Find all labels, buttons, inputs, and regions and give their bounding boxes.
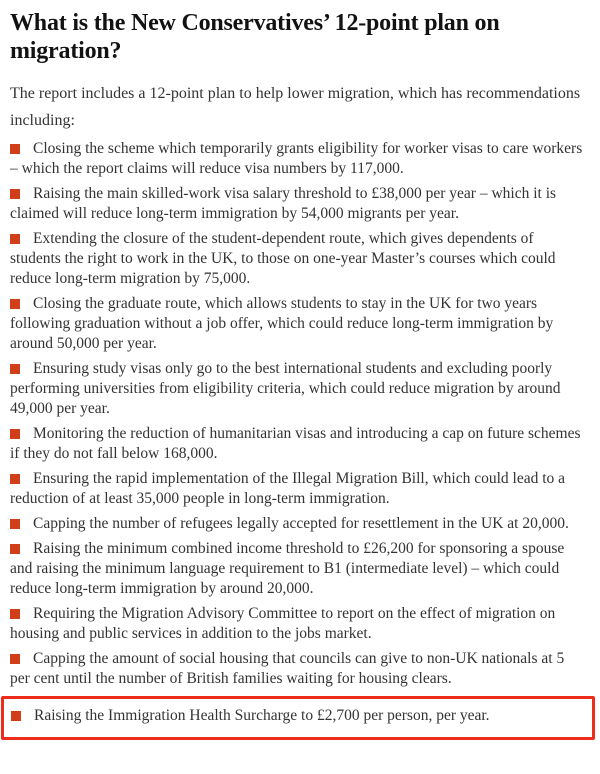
list-item-text: Requiring the Migration Advisory Committee to report on the effect of migration on housing and public services in addition to the jobs market. xyxy=(10,605,556,642)
list-item-text: Capping the amount of social housing that councils can give to non-UK nationals at 5 per cent until the number of British families waiting for housing clears. xyxy=(10,650,565,687)
list-item-text: Ensuring study visas only go to the best international students and excluding poorly performing universities from eligibility criteria, which could reduce migration by around 49,000 per year. xyxy=(10,360,561,417)
list-item-text: Raising the minimum combined income threshold to £26,200 for sponsoring a spouse and raising the minimum language requirement to B1 (intermediate level) – which could reduce long-term immigration by around 20,000. xyxy=(10,540,565,597)
list-item xyxy=(10,604,584,644)
bullet-square-icon xyxy=(10,544,20,554)
list-item-text: Raising the Immigration Health Surcharge to £2,700 per person, per year. xyxy=(34,707,490,724)
intro-paragraph: The report includes a 12-point plan to help lower migration, which has recommendations including: xyxy=(10,85,581,129)
page-title: What is the New Conservatives’ 12-point plan on migration? xyxy=(10,10,500,64)
bullet-square-icon xyxy=(11,711,21,721)
bullet-square-icon xyxy=(10,609,20,619)
list-item xyxy=(10,294,584,354)
list-item xyxy=(10,539,584,599)
bullet-square-icon xyxy=(10,429,20,439)
bullet-square-icon xyxy=(10,364,20,374)
list-item-text: Raising the main skilled-work visa salary threshold to £38,000 per year – which it is claimed will reduce long-term immigration by 54,000 migrants per year. xyxy=(10,185,557,222)
bullet-list xyxy=(10,139,584,740)
list-item xyxy=(10,424,584,464)
list-item xyxy=(10,359,584,419)
list-item-text: Capping the number of refugees legally accepted for resettlement in the UK at 20,000. xyxy=(33,515,569,532)
bullet-square-icon xyxy=(10,189,20,199)
list-item-text: Closing the scheme which temporarily grants eligibility for worker visas to care workers – which the report claims will reduce visa numbers by 117,000. xyxy=(10,140,583,177)
list-item xyxy=(10,649,584,689)
list-item-text: Closing the graduate route, which allows students to stay in the UK for two years following graduation without a job offer, which could reduce long-term immigration by around 50,000 per year. xyxy=(10,295,554,352)
list-item xyxy=(10,139,584,179)
bullet-square-icon xyxy=(10,144,20,154)
list-item xyxy=(10,514,584,534)
list-item xyxy=(10,229,584,289)
list-item-highlighted xyxy=(1,696,595,740)
list-item xyxy=(10,469,584,509)
list-item xyxy=(10,184,584,224)
list-item-text: Ensuring the rapid implementation of the Illegal Migration Bill, which could lead to a reduction of at least 35,000 people in long-term immigration. xyxy=(10,470,566,507)
bullet-square-icon xyxy=(10,234,20,244)
bullet-square-icon xyxy=(10,519,20,529)
bullet-square-icon xyxy=(10,299,20,309)
list-item-text: Extending the closure of the student-dependent route, which gives dependents of students the right to work in the UK, to those on one-year Master’s courses which could reduce long-term migration by 75,000. xyxy=(10,230,556,287)
bullet-square-icon xyxy=(10,474,20,484)
bullet-square-icon xyxy=(10,654,20,664)
list-item-text: Monitoring the reduction of humanitarian visas and introducing a cap on future schemes if they do not fall below 168,000. xyxy=(10,425,581,462)
